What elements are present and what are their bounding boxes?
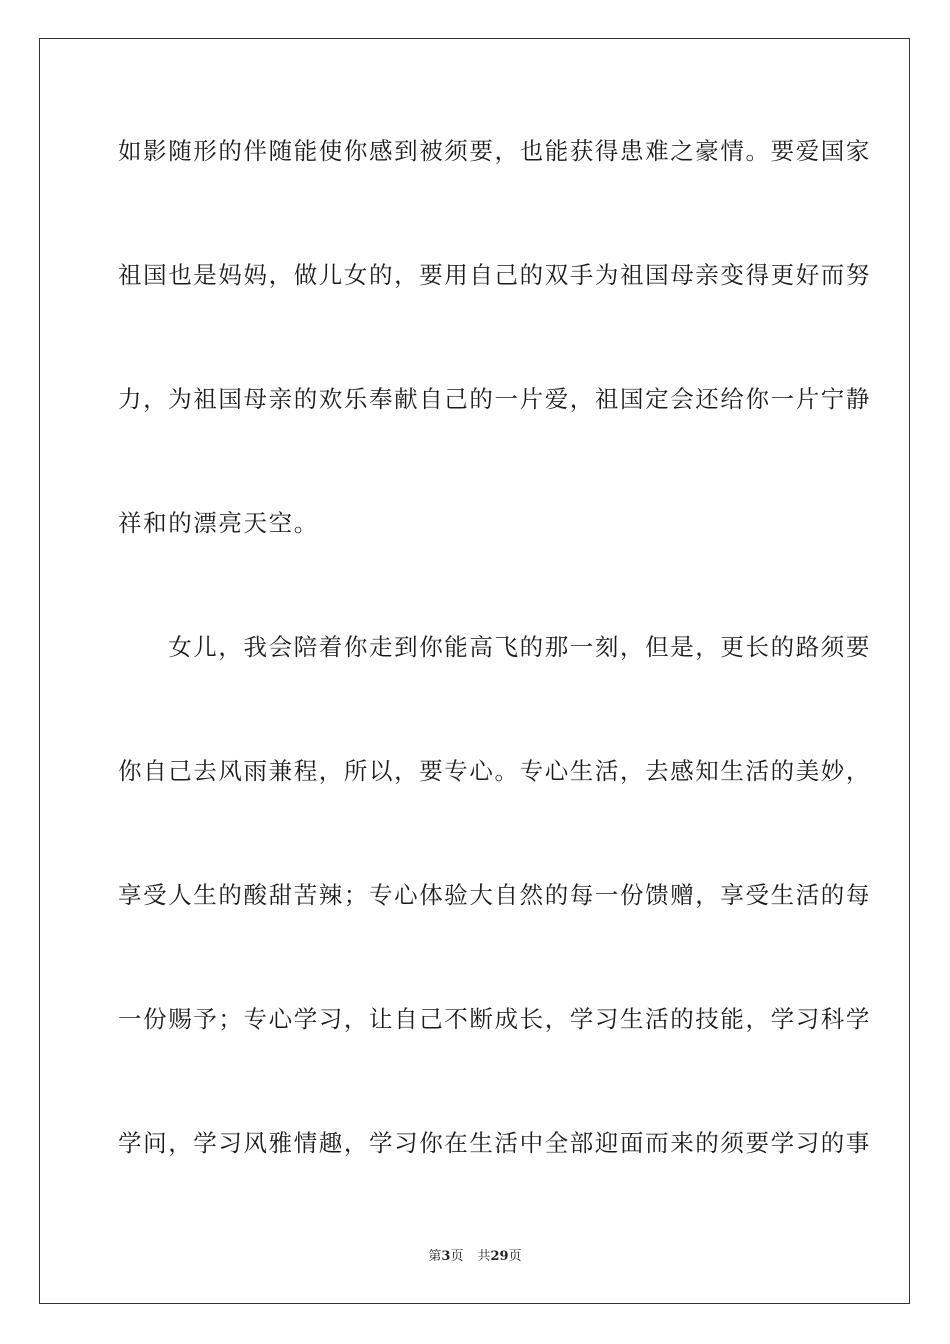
body-text-line: 祥和的漂亮天空。 (118, 509, 319, 537)
page-footer (0, 1248, 950, 1266)
body-text-line: 你自己去风雨兼程，所以，要专心。专心生活，去感知生活的美妙， (118, 757, 871, 785)
page-number: 第3页 (428, 1249, 464, 1264)
body-text-line: 如影随形的伴随能使你感到被须要，也能获得患难之豪情。要爱国家 (118, 137, 871, 165)
body-text-line: 一份赐予；专心学习，让自己不断成长，学习生活的技能，学习科学 (118, 1005, 871, 1033)
body-text-line: 祖国也是妈妈，做儿女的，要用自己的双手为祖国母亲变得更好而努 (118, 261, 871, 289)
body-text-line: 力，为祖国母亲的欢乐奉献自己的一片爱，祖国定会还给你一片宁静 (118, 385, 871, 413)
body-text-line: 女儿，我会陪着你走到你能高飞的那一刻，但是，更长的路须要 (118, 633, 871, 661)
page-total: 共29页 (477, 1249, 522, 1264)
body-text-line: 学问，学习风雅情趣，学习你在生活中全部迎面而来的须要学习的事 (118, 1129, 871, 1157)
body-text-line: 享受人生的酸甜苦辣；专心体验大自然的每一份馈赠，享受生活的每 (118, 881, 871, 909)
page-border (39, 38, 910, 1304)
